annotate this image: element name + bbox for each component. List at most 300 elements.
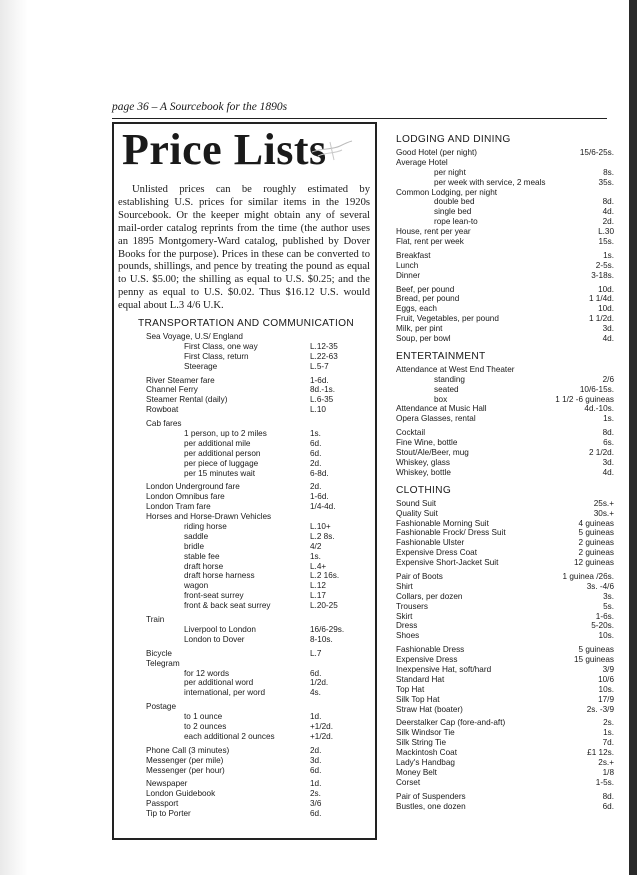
item-label: Fine Wine, bottle bbox=[396, 438, 458, 448]
price-row bbox=[146, 532, 370, 542]
item-label: Whiskey, bottle bbox=[396, 467, 451, 477]
item-price: L.5-7 bbox=[310, 361, 329, 371]
item-price: 1s. bbox=[603, 250, 614, 260]
item-label: Lady's Handbag bbox=[396, 757, 455, 767]
item-label: Fashionable Morning Suit bbox=[396, 518, 489, 528]
item-label: per week with service, 2 meals bbox=[434, 177, 546, 187]
item-label: Shoes bbox=[396, 631, 420, 641]
price-row bbox=[146, 688, 370, 698]
item-price bbox=[310, 615, 370, 625]
item-label: standing bbox=[434, 374, 465, 384]
item-price: 8d.-1s. bbox=[310, 385, 336, 395]
item-price: 10/6-15s. bbox=[579, 384, 614, 394]
item-price: 3s. bbox=[603, 591, 614, 601]
price-row bbox=[396, 375, 614, 385]
item-label: stable fee bbox=[184, 551, 220, 561]
price-row bbox=[396, 285, 614, 295]
item-label: Sound Suit bbox=[396, 498, 437, 508]
price-row bbox=[396, 448, 614, 458]
item-price: 4d. bbox=[602, 467, 614, 477]
item-label: Fashionable Ulster bbox=[396, 538, 465, 548]
item-price bbox=[542, 365, 614, 375]
item-price: 10d. bbox=[598, 304, 614, 314]
item-price: 4 guineas bbox=[578, 518, 614, 528]
price-row bbox=[146, 342, 370, 352]
item-label: international, per word bbox=[184, 688, 266, 698]
item-label: Expensive Short-Jacket Suit bbox=[396, 558, 499, 568]
section-title: CLOTHING bbox=[396, 484, 452, 496]
price-row bbox=[146, 635, 370, 645]
item-price: 1s. bbox=[310, 429, 321, 439]
item-label: London Underground fare bbox=[146, 482, 240, 492]
price-row bbox=[146, 789, 370, 799]
item-label: Top Hat bbox=[396, 684, 425, 694]
item-price: 2-5s. bbox=[595, 260, 614, 270]
item-price: 3d. bbox=[602, 324, 614, 334]
item-label: Skirt bbox=[396, 611, 413, 621]
item-price: 4d. bbox=[602, 207, 614, 217]
item-label: Fashionable Dress bbox=[396, 645, 465, 655]
item-label: First Class, return bbox=[184, 351, 249, 361]
price-row bbox=[396, 217, 614, 227]
item-label: Whiskey, glass bbox=[396, 457, 450, 467]
price-row bbox=[146, 362, 370, 372]
item-label: draft horse harness bbox=[184, 571, 255, 581]
item-price: L.2 8s. bbox=[310, 531, 335, 541]
item-price: L.4+ bbox=[310, 561, 327, 571]
price-row bbox=[396, 227, 614, 237]
section-lodging bbox=[396, 134, 614, 344]
section-transportation bbox=[138, 318, 370, 819]
item-label: Sea Voyage, U.S/ England bbox=[146, 332, 243, 341]
item-price: L.30 bbox=[598, 227, 614, 237]
item-label: Pair of Boots bbox=[396, 571, 443, 581]
item-price: 1/2d. bbox=[310, 678, 329, 688]
price-row bbox=[146, 405, 370, 415]
price-row bbox=[396, 748, 614, 758]
item-price: 1-6d. bbox=[310, 375, 329, 385]
item-label: front-seat surrey bbox=[184, 591, 244, 601]
price-row bbox=[146, 376, 370, 386]
item-price: L.6-35 bbox=[310, 395, 334, 405]
item-label: Breakfast bbox=[396, 250, 431, 260]
price-row bbox=[146, 439, 370, 449]
item-price: 2d. bbox=[310, 482, 322, 492]
item-price: 10d. bbox=[598, 284, 614, 294]
price-row bbox=[396, 404, 614, 414]
item-label: Fashionable Frock/ Dress Suit bbox=[396, 528, 506, 538]
price-row bbox=[396, 572, 614, 582]
price-row bbox=[396, 197, 614, 207]
price-row bbox=[146, 429, 370, 439]
item-label: Messenger (per mile) bbox=[146, 755, 224, 765]
item-label: Dress bbox=[396, 621, 418, 631]
item-label: Soup, per bowl bbox=[396, 334, 451, 344]
item-price bbox=[542, 158, 614, 168]
item-price: 2s. bbox=[310, 789, 321, 799]
intro-paragraph: Unlisted prices can be roughly estimated by establishing U.S. prices for similar items in the 1920s Sourcebook. Or the keeper might obtain any of several mail-order catalog reprints from the time (the author uses an 1895 Montgomery-Ward catalog, published by Dover Books for the purpose). Prices in these can be converted to pounds, shillings, and pence by treating the pound as equal to U.S. $5.00; the shilling as equal to U.S. $0.25; and the penny as equal to U.S. $0.02. Thus $16.12 U.S. would equal about L.3 4/6 U.K. bbox=[118, 184, 370, 312]
item-label: Milk, per pint bbox=[396, 324, 443, 334]
item-label: per 15 minutes wait bbox=[184, 468, 255, 478]
price-row bbox=[146, 779, 370, 789]
price-row bbox=[146, 542, 370, 552]
item-price: 2/6 bbox=[602, 374, 614, 384]
left-price-column bbox=[138, 318, 370, 825]
price-row bbox=[396, 438, 614, 448]
item-price: 2d. bbox=[310, 745, 322, 755]
item-price: 1d. bbox=[310, 779, 322, 789]
item-price: 7d. bbox=[602, 738, 614, 748]
item-price bbox=[310, 659, 370, 669]
item-price: 10s. bbox=[598, 631, 614, 641]
item-label: Opera Glasses, rental bbox=[396, 414, 476, 424]
item-price: 2d. bbox=[602, 217, 614, 227]
item-price: 6d. bbox=[310, 765, 322, 775]
item-price: L.12-35 bbox=[310, 341, 338, 351]
item-label: Quality Suit bbox=[396, 508, 438, 518]
item-label: Telegram bbox=[146, 658, 180, 668]
item-price: £1 12s. bbox=[587, 748, 614, 758]
price-row bbox=[396, 778, 614, 788]
item-label: rope lean-to bbox=[434, 217, 478, 227]
price-row bbox=[396, 428, 614, 438]
item-label: each additional 2 ounces bbox=[184, 731, 275, 741]
item-price: L.2 16s. bbox=[310, 571, 340, 581]
price-row bbox=[146, 591, 370, 601]
item-price bbox=[310, 419, 370, 429]
price-row bbox=[396, 612, 614, 622]
price-row bbox=[146, 678, 370, 688]
item-price: 30s.+ bbox=[593, 508, 614, 518]
item-label: Tip to Porter bbox=[146, 809, 191, 819]
item-price: 15/6-25s. bbox=[579, 148, 614, 157]
item-label: per additional word bbox=[184, 678, 254, 688]
price-row bbox=[396, 685, 614, 695]
item-price: +1/2d. bbox=[310, 721, 333, 731]
item-label: Steerage bbox=[184, 361, 218, 371]
price-row bbox=[146, 659, 370, 669]
item-price bbox=[310, 512, 370, 522]
price-row bbox=[146, 601, 370, 611]
item-price: L.7 bbox=[310, 648, 322, 658]
item-price: 6d. bbox=[310, 809, 322, 819]
item-price: 2 guineas bbox=[578, 548, 614, 558]
section-title: ENTERTAINMENT bbox=[396, 350, 486, 362]
item-price: 1 guinea /26s. bbox=[562, 571, 614, 581]
section-clothing bbox=[396, 485, 614, 812]
item-price: 1/4-4d. bbox=[310, 502, 336, 512]
price-row bbox=[396, 207, 614, 217]
item-price: 8d. bbox=[602, 428, 614, 438]
item-label: Collars, per dozen bbox=[396, 591, 463, 601]
item-label: London Omnibus fare bbox=[146, 492, 225, 502]
price-row bbox=[146, 552, 370, 562]
price-row bbox=[396, 738, 614, 748]
price-row bbox=[146, 459, 370, 469]
price-row bbox=[396, 294, 614, 304]
price-row bbox=[146, 746, 370, 756]
right-price-column bbox=[396, 134, 614, 818]
price-row bbox=[146, 571, 370, 581]
item-price: 6d. bbox=[310, 668, 322, 678]
price-row bbox=[146, 766, 370, 776]
item-label: Phone Call (3 minutes) bbox=[146, 745, 230, 755]
item-label: Expensive Dress Coat bbox=[396, 548, 477, 558]
price-row bbox=[396, 499, 614, 509]
price-row bbox=[396, 251, 614, 261]
price-row bbox=[396, 592, 614, 602]
price-row bbox=[396, 558, 614, 568]
item-price: 3d. bbox=[602, 457, 614, 467]
book-binding-shadow bbox=[0, 0, 28, 875]
item-label: River Steamer fare bbox=[146, 375, 215, 385]
item-price: 1s. bbox=[603, 414, 614, 424]
price-row bbox=[146, 482, 370, 492]
item-label: Cocktail bbox=[396, 428, 426, 438]
price-row bbox=[146, 615, 370, 625]
item-label: Steamer Rental (daily) bbox=[146, 395, 228, 405]
item-label: London to Dover bbox=[184, 634, 245, 644]
item-price: 2s. bbox=[603, 718, 614, 728]
price-row bbox=[396, 705, 614, 715]
price-row bbox=[396, 631, 614, 641]
item-price: L.10+ bbox=[310, 522, 331, 532]
item-label: to 2 ounces bbox=[184, 721, 227, 731]
item-label: Silk Top Hat bbox=[396, 694, 440, 704]
price-row bbox=[396, 695, 614, 705]
item-price: 4/2 bbox=[310, 541, 322, 551]
item-price: 2s. -3/9 bbox=[586, 704, 614, 714]
price-row bbox=[146, 562, 370, 572]
item-price: 3-18s. bbox=[591, 270, 614, 280]
item-label: Inexpensive Hat, soft/hard bbox=[396, 664, 492, 674]
item-label: per piece of luggage bbox=[184, 458, 259, 468]
item-label: per additional person bbox=[184, 448, 261, 458]
item-price: L.22-63 bbox=[310, 351, 338, 361]
item-price bbox=[310, 702, 370, 712]
price-row bbox=[146, 625, 370, 635]
item-price: 1s. bbox=[310, 551, 321, 561]
item-label: Messenger (per hour) bbox=[146, 765, 225, 775]
item-label: Deerstalker Cap (fore-and-aft) bbox=[396, 718, 506, 728]
price-row bbox=[396, 188, 614, 198]
item-label: seated bbox=[434, 384, 459, 394]
item-price: 6d. bbox=[602, 801, 614, 811]
price-row bbox=[146, 809, 370, 819]
item-price: 35s. bbox=[598, 177, 614, 187]
item-label: London Guidebook bbox=[146, 789, 216, 799]
item-label: Stout/Ale/Beer, mug bbox=[396, 448, 469, 458]
price-row bbox=[396, 621, 614, 631]
price-row bbox=[146, 352, 370, 362]
item-price: 6d. bbox=[310, 438, 322, 448]
item-label: Trousers bbox=[396, 601, 428, 611]
item-label: Mackintosh Coat bbox=[396, 748, 457, 758]
item-label: House, rent per year bbox=[396, 227, 471, 237]
item-label: Average Hotel bbox=[396, 157, 448, 167]
price-row bbox=[146, 712, 370, 722]
item-label: Fruit, Vegetables, per pound bbox=[396, 314, 499, 324]
item-price: 6s. bbox=[603, 438, 614, 448]
item-price: 5 guineas bbox=[578, 645, 614, 655]
item-label: First Class, one way bbox=[184, 341, 258, 351]
item-label: Liverpool to London bbox=[184, 624, 256, 634]
item-label: draft horse bbox=[184, 561, 224, 571]
scan-edge bbox=[629, 0, 637, 875]
item-price: +1/2d. bbox=[310, 731, 333, 741]
item-price: 1/8 bbox=[602, 767, 614, 777]
item-label: for 12 words bbox=[184, 668, 230, 678]
item-label: Dinner bbox=[396, 270, 421, 280]
item-price: 15s. bbox=[598, 237, 614, 247]
price-row bbox=[146, 385, 370, 395]
price-row bbox=[396, 365, 614, 375]
item-price: 17/9 bbox=[598, 694, 614, 704]
price-row bbox=[396, 758, 614, 768]
item-price: L.20-25 bbox=[310, 601, 338, 611]
item-price: L.17 bbox=[310, 591, 326, 601]
item-price: 1-6s. bbox=[595, 611, 614, 621]
item-label: double bed bbox=[434, 197, 475, 207]
price-row bbox=[146, 449, 370, 459]
item-label: Lunch bbox=[396, 260, 419, 270]
item-price: 2 guineas bbox=[578, 538, 614, 548]
item-price: 3d. bbox=[310, 755, 322, 765]
item-label: Passport bbox=[146, 799, 179, 809]
item-price: 4d.-10s. bbox=[584, 404, 614, 414]
item-label: Beef, per pound bbox=[396, 284, 455, 294]
price-row bbox=[396, 582, 614, 592]
price-row bbox=[396, 645, 614, 655]
item-label: per additional mile bbox=[184, 438, 251, 448]
price-row bbox=[396, 314, 614, 324]
item-price: 2d. bbox=[310, 458, 322, 468]
item-price: 2 1/2d. bbox=[588, 448, 614, 458]
item-label: Bustles, one dozen bbox=[396, 801, 466, 811]
item-label: Cab fares bbox=[146, 419, 182, 429]
price-row bbox=[146, 732, 370, 742]
price-row bbox=[146, 722, 370, 732]
item-label: Standard Hat bbox=[396, 674, 445, 684]
price-row bbox=[396, 324, 614, 334]
item-label: Expensive Dress bbox=[396, 655, 458, 665]
item-price: 8-10s. bbox=[310, 634, 333, 644]
item-label: Common Lodging, per night bbox=[396, 187, 498, 197]
price-row bbox=[146, 756, 370, 766]
price-row bbox=[396, 768, 614, 778]
item-price: 2s.+ bbox=[598, 757, 614, 767]
item-label: saddle bbox=[184, 531, 209, 541]
item-price: 5s. bbox=[603, 601, 614, 611]
item-price: 1 1/2d. bbox=[588, 314, 614, 324]
item-price: 15 guineas bbox=[573, 655, 614, 665]
item-price: 1 1/4d. bbox=[588, 294, 614, 304]
item-label: Money Belt bbox=[396, 767, 437, 777]
price-row bbox=[396, 148, 614, 158]
item-price: 10s. bbox=[598, 684, 614, 694]
item-price bbox=[542, 188, 614, 198]
item-label: London Tram fare bbox=[146, 502, 211, 512]
price-row bbox=[146, 332, 370, 342]
item-price: 4d. bbox=[602, 334, 614, 344]
item-price: 8s. bbox=[603, 167, 614, 177]
item-price: 12 guineas bbox=[573, 558, 614, 568]
item-label: Postage bbox=[146, 702, 177, 712]
section-entertainment bbox=[396, 351, 614, 478]
item-price bbox=[310, 332, 370, 342]
item-label: per night bbox=[434, 167, 466, 177]
price-row bbox=[396, 385, 614, 395]
item-price: 4s. bbox=[310, 688, 321, 698]
price-row bbox=[396, 271, 614, 281]
item-price: 1s. bbox=[603, 728, 614, 738]
item-label: Train bbox=[146, 615, 165, 625]
item-label: Silk String Tie bbox=[396, 738, 447, 748]
item-label: riding horse bbox=[184, 522, 227, 532]
item-price: 16/6-29s. bbox=[310, 624, 345, 634]
item-price: 1 1/2 -6 guineas bbox=[555, 394, 614, 404]
item-label: Newspaper bbox=[146, 779, 188, 789]
price-row bbox=[146, 649, 370, 659]
price-row bbox=[146, 395, 370, 405]
price-row bbox=[396, 468, 614, 478]
item-label: Shirt bbox=[396, 581, 413, 591]
item-label: front & back seat surrey bbox=[184, 601, 271, 611]
price-row bbox=[146, 522, 370, 532]
price-row bbox=[396, 528, 614, 538]
item-label: Attendance at Music Hall bbox=[396, 404, 487, 414]
item-price: 8d. bbox=[602, 791, 614, 801]
header-rule bbox=[112, 118, 607, 119]
price-row bbox=[396, 168, 614, 178]
item-price: 1-5s. bbox=[595, 777, 614, 787]
item-label: Good Hotel (per night) bbox=[396, 148, 478, 157]
item-label: wagon bbox=[184, 581, 209, 591]
price-row bbox=[396, 509, 614, 519]
price-row bbox=[396, 655, 614, 665]
price-row bbox=[396, 261, 614, 271]
section-title: TRANSPORTATION AND COMMUNICATION bbox=[138, 318, 354, 329]
item-price: 1-6d. bbox=[310, 492, 329, 502]
price-row bbox=[396, 237, 614, 247]
price-row bbox=[146, 419, 370, 429]
price-row bbox=[396, 395, 614, 405]
price-row bbox=[396, 718, 614, 728]
item-label: Flat, rent per week bbox=[396, 237, 464, 247]
price-row bbox=[396, 728, 614, 738]
item-price: 1d. bbox=[310, 712, 322, 722]
price-row bbox=[396, 304, 614, 314]
item-price: 25s.+ bbox=[593, 498, 614, 508]
page-title: Price Lists bbox=[122, 125, 327, 174]
price-row bbox=[396, 792, 614, 802]
page-header: page 36 – A Sourcebook for the 1890s bbox=[112, 101, 288, 113]
item-label: Bread, per pound bbox=[396, 294, 460, 304]
item-label: box bbox=[434, 394, 448, 404]
price-row bbox=[146, 512, 370, 522]
item-label: Eggs, each bbox=[396, 304, 437, 314]
item-price: 6d. bbox=[310, 448, 322, 458]
item-label: single bed bbox=[434, 207, 472, 217]
price-row bbox=[396, 602, 614, 612]
item-price: L.10 bbox=[310, 405, 326, 415]
price-row bbox=[146, 469, 370, 479]
price-row bbox=[396, 458, 614, 468]
price-row bbox=[396, 548, 614, 558]
item-label: Rowboat bbox=[146, 405, 179, 415]
price-row bbox=[396, 178, 614, 188]
item-label: Straw Hat (boater) bbox=[396, 704, 463, 714]
